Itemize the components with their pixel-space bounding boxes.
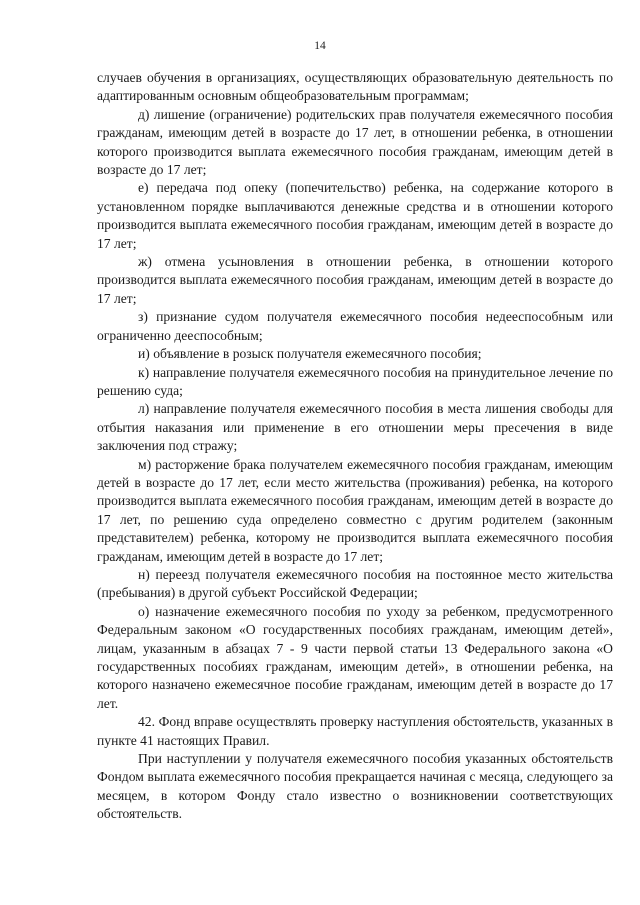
list-item-m: м) расторжение брака получателем ежемесячного пособия гражданам, имеющим детей в возрасте до 17 лет, если место жительства (проживания) ребенка, на которого производится выплата ежемесячного пособия гражданам, имеющим детей в возрасте до 17 лет, по решению суда определено совместно с другим родителем (законным представителем) ребенка, которому не производится выплата ежемесячного пособия гражданам, имеющим детей в возрасте до 17 лет; bbox=[97, 456, 613, 564]
list-item-l: л) направление получателя ежемесячного пособия в места лишения свободы для отбытия наказания или применение в его отношении меры пресечения в виде заключения под стражу; bbox=[97, 401, 613, 454]
clause-42: 42. Фонд вправе осуществлять проверку наступления обстоятельств, указанных в пункте 41 настоящих Правил. bbox=[97, 714, 613, 748]
list-item-e: е) передача под опеку (попечительство) ребенка, на содержание которого в установленном порядке выплачиваются денежные средства и в отношении которого производится выплата ежемесячного пособия гражданам, имеющим детей в возрасте до 17 лет; bbox=[97, 180, 613, 251]
document-body bbox=[97, 69, 613, 824]
list-item-d: д) лишение (ограничение) родительских прав получателя ежемесячного пособия гражданам, имеющим детей в возрасте до 17 лет, в отношении ребенка, в отношении которого производится выплата ежемесячного пособия гражданам, имеющим детей в возрасте до 17 лет; bbox=[97, 106, 613, 178]
list-item-k: к) направление получателя ежемесячного пособия на принудительное лечение по решению суда; bbox=[97, 364, 613, 398]
list-item-n: н) переезд получателя ежемесячного пособия на постоянное место жительства (пребывания) в другой субъект Российской Федерации; bbox=[97, 566, 613, 601]
paragraph-termination: При наступлении у получателя ежемесячного пособия указанных обстоятельств Фондом выплата ежемесячного пособия прекращается начиная с месяца, следующего за месяцем, в котором Фонду стало известно о возникновении соответствующих обстоятельств. bbox=[97, 751, 613, 822]
list-item-o: о) назначение ежемесячного пособия по уходу за ребенком, предусмотренного Федеральным законом «О государственных пособиях гражданам, имеющим детей», лицам, указанным в абзацах 7 - 9 части первой статьи 13 Федерального закона «О государственных пособиях гражданам, имеющим детей», в отношении ребенка, на которого назначено ежемесячное пособие гражданам, имеющим детей в возрасте до 17 лет. bbox=[97, 603, 613, 711]
list-item-z: з) признание судом получателя ежемесячного пособия недееспособным или ограниченно дееспособным; bbox=[97, 309, 613, 343]
list-item-zh: ж) отмена усыновления в отношении ребенка, в отношении которого производится выплата ежемесячного пособия гражданам, имеющим детей в возрасте до 17 лет; bbox=[97, 254, 613, 306]
paragraph-continuation: случаев обучения в организациях, осуществляющих образовательную деятельность по адаптированным основным общеобразовательным программам; bbox=[97, 70, 613, 104]
list-item-i: и) объявление в розыск получателя ежемесячного пособия; bbox=[138, 346, 482, 362]
page-number: 14 bbox=[314, 40, 326, 52]
